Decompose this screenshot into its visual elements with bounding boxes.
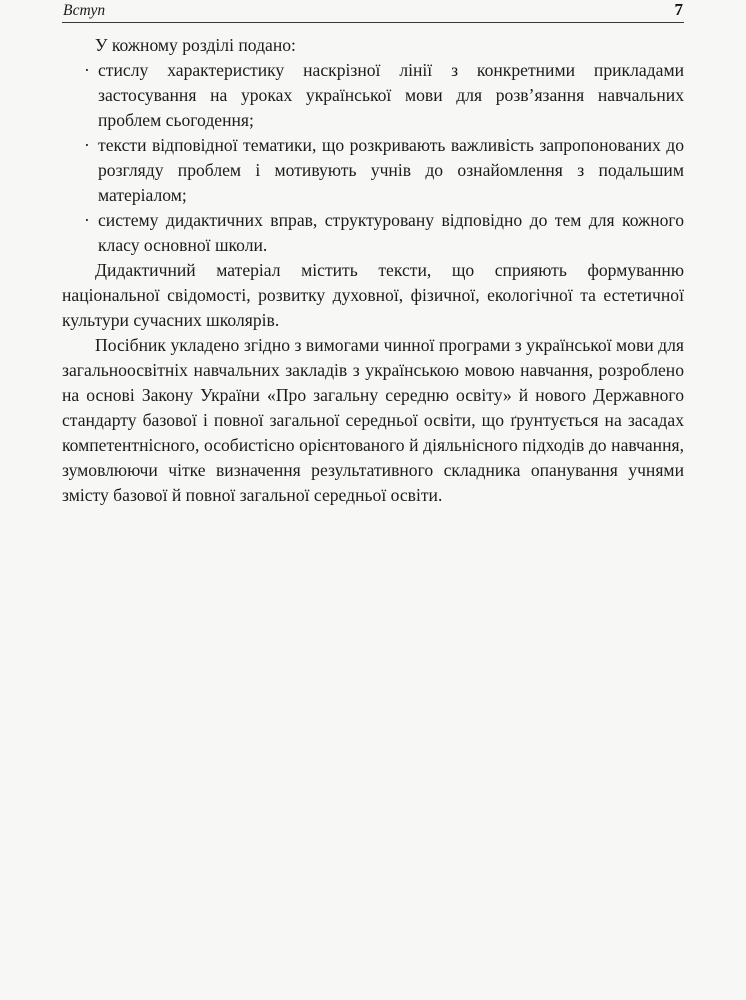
bullet-marker-icon: · (84, 60, 90, 80)
header-row (62, 0, 684, 20)
header-divider (62, 22, 684, 23)
bullet-marker-icon: · (84, 210, 90, 230)
list-item-text: тексти відповідної тематики, що розкривають важливість запропонованих до розгляду проблем і мотивують учнів до ознайомлення з подальшим матеріалом; (98, 135, 684, 205)
body-paragraph-1: Дидактичний матеріал містить тексти, що сприяють формуванню національної свідомості, розвитку духовної, фізичної, екологічної та естетичної культури сучасних школярів. (62, 260, 684, 330)
page-number: 7 (674, 0, 683, 19)
list-item (62, 208, 684, 258)
body-paragraph-2: Посібник укладено згідно з вимогами чинної програми з української мови для загальноосвітніх навчальних закладів з українською мовою навчання, розроблено на основі Закону України «Про загальну середню освіту» й нового Державного стандарту базової і повної загальної середньої освіти, що ґрунтується на засадах компетентнісного, особистісно орієнтованого й діяльнісного підходів до навчання, зумовлюючи чітке визначення результативного складника опанування учнями змісту базової й повної загальної середньої освіти. (62, 335, 684, 505)
intro-paragraph: У кожному розділі подано: (95, 35, 296, 55)
bullet-marker-icon: · (84, 135, 90, 155)
list-item (62, 58, 684, 133)
bullet-list (62, 58, 684, 258)
list-item-text: стислу характеристику наскрізної лінії з конкретними прикладами застосування на уроках української мови для розв’язання навчальних проблем сьогодення; (98, 60, 684, 130)
running-header (62, 0, 684, 24)
list-item-text: систему дидактичних вправ, структуровану відповідно до тем для кожного класу основної школи. (98, 210, 684, 255)
page-content (62, 33, 684, 508)
header-section-title: Вступ (63, 2, 106, 19)
list-item (62, 133, 684, 208)
